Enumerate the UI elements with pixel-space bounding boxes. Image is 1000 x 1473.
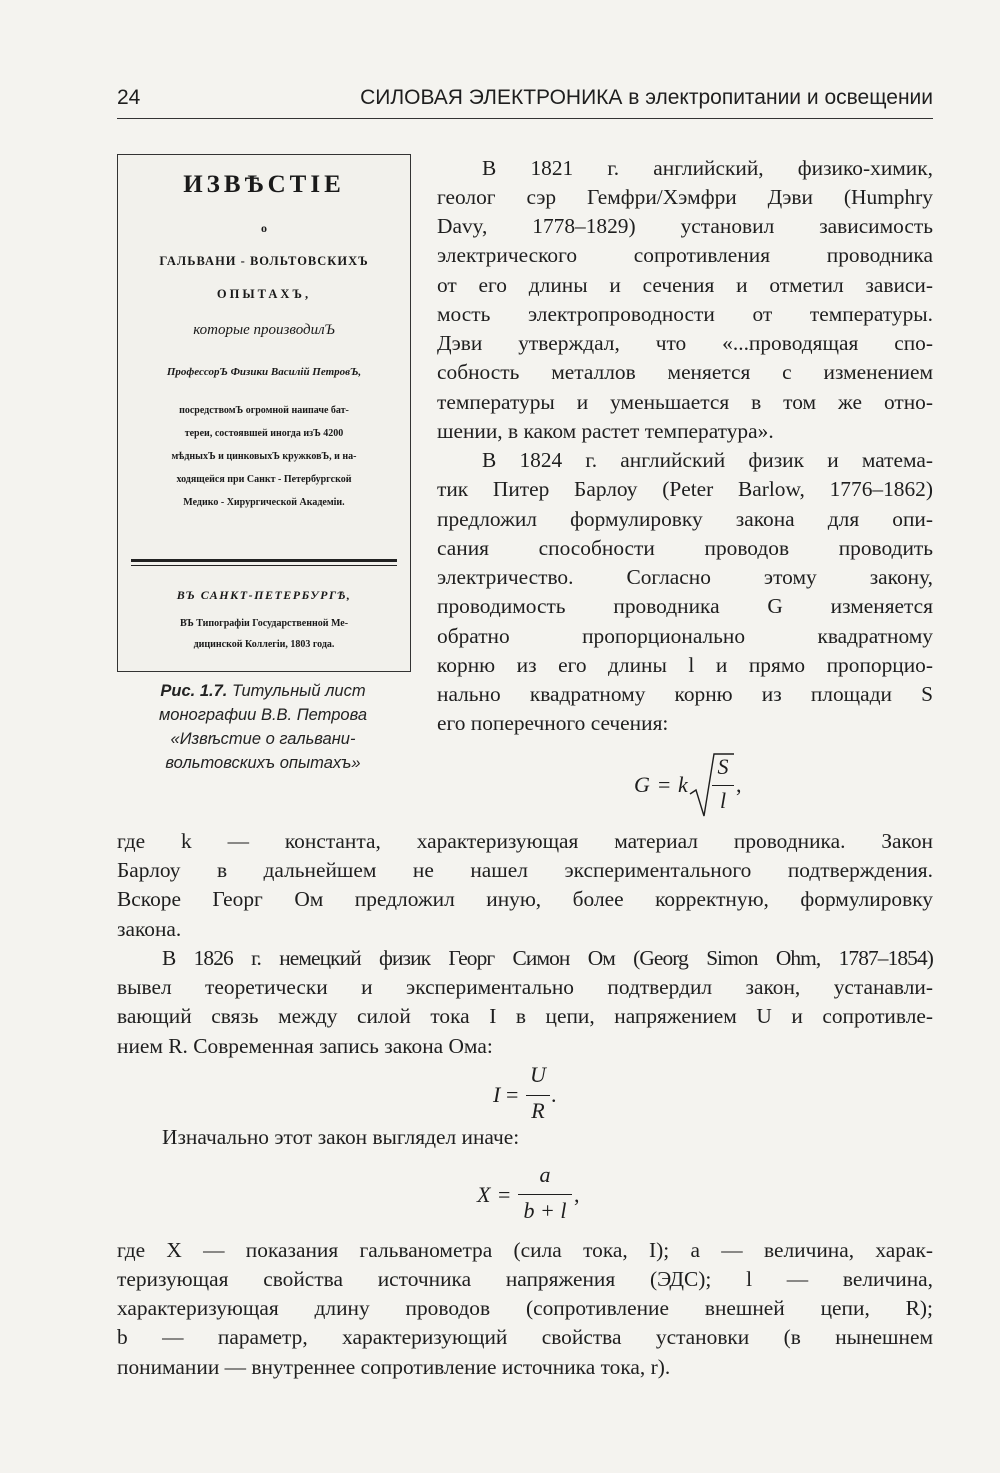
plate-kotorye: которые производилЪ [193, 322, 335, 338]
fraction-bar [518, 1194, 572, 1195]
formula-tail: , [736, 772, 742, 797]
formula-tail: , [574, 1182, 580, 1207]
plate-body-line: посредствомЪ огромной наипаче бат- [179, 405, 349, 416]
formula-den: b + l [523, 1198, 567, 1223]
text-line: закона. [117, 917, 182, 941]
page-header [117, 86, 933, 116]
formula-ohm [490, 1062, 570, 1130]
plate-body-line: тереи, состоявшей иногда изЪ 4200 [184, 428, 344, 439]
text-line: где k — константа, характеризующая материал проводника. Закон [117, 829, 933, 853]
plate-opytakh: ОПЫТАХЪ, [216, 287, 312, 301]
plate-city: ВЪ САНКТ-ПЕТЕРБУРГѢ, [176, 588, 352, 602]
plate-body-line: мѣдныхЪ и цинковыхЪ кружковЪ, и на- [171, 451, 357, 462]
text-line: нально квадратному корню из площади S [437, 682, 933, 706]
text-line: обратно пропорционально квадратному [437, 624, 933, 648]
plate-o: о [261, 221, 267, 235]
text-line: Изначально этот закон выглядел иначе: [162, 1125, 520, 1149]
text-line: температуры и уменьшается в том же отно- [437, 390, 933, 414]
title-page-illustration [117, 154, 411, 672]
text-line: В 1821 г. английский, физико-химик, [482, 156, 933, 180]
text-line: Дэви утверждал, что «...проводящая спо- [437, 331, 933, 355]
formula-num: U [530, 1062, 546, 1087]
formula-fraction [518, 1162, 572, 1232]
caption-label: Рис. 1.7. [160, 682, 228, 700]
text-line: Davy, 1778–1829) установил зависимость [437, 214, 933, 238]
formula-den: R [531, 1098, 545, 1123]
text-line: теризующая свойства источника напряжения (ЭДС); l — величина, [117, 1267, 933, 1291]
text-line: мость электропроводности от температуры. [437, 302, 933, 326]
header-divider [117, 118, 933, 119]
formula-barlow [628, 748, 758, 820]
caption-line: вольтовскихъ опытахъ» [165, 754, 361, 772]
text-line: его поперечного сечения: [437, 711, 669, 735]
caption-line: монографии В.В. Петрова [158, 706, 367, 724]
caption-line: «Извѣстие о гальвани- [170, 730, 356, 748]
text-line: вающий связь между силой тока I в цепи, напряжением U и сопротивле- [117, 1004, 933, 1028]
text-line: корню из его длины l и прямо пропорцио- [437, 653, 933, 677]
text-line: от его длины и сечения и отметил зависи- [437, 273, 933, 297]
plate-professor: ПрофессорЪ Физики Василiй ПетровЪ, [166, 366, 362, 378]
plate-title: ИЗВѢСТIЕ [183, 171, 345, 198]
text-line: В 1826 г. немецкий физик Георг Симон Ом (Georg Simon Ohm, 1787–1854) [162, 946, 933, 970]
text-line: b — параметр, характеризующий свойства установки (в нынешнем [117, 1325, 933, 1349]
formula-eq: = [506, 1082, 519, 1107]
page-number: 24 [117, 86, 141, 109]
text-line: Барлоу в дальнейшем не нашел экспериментального подтверждения. [117, 858, 933, 882]
text-line: проводимость проводника G изменяется [437, 594, 933, 618]
formula-original [474, 1162, 594, 1232]
text-line: геолог сэр Гемфри/Хэмфри Дэви (Humphry [437, 185, 933, 209]
text-line: Вскоре Георг Ом предложил иную, более корректную, формулировку [117, 887, 933, 911]
plate-body-line: ходящейся при Санкт - Петербургской [176, 474, 352, 485]
formula-lhs: G [634, 772, 650, 797]
text-line: предложил формулировку закона для опи- [437, 507, 933, 531]
text-line: нием R. Современная запись закона Ома: [117, 1034, 493, 1058]
formula-fraction [526, 1062, 550, 1130]
plate-thick-rule [131, 559, 397, 562]
text-line: собность металлов меняется с изменением [437, 360, 933, 384]
plate-galvani: ГАЛЬВАНИ - ВОЛЬТОВСКИХЪ [159, 254, 369, 268]
fraction-bar [526, 1095, 550, 1096]
text-line: В 1824 г. английский физик и матема- [482, 448, 933, 472]
figure-caption [117, 679, 409, 775]
formula-eq: = [658, 772, 671, 797]
formula-den: l [719, 788, 727, 813]
formula-num: a [539, 1162, 551, 1187]
plate-printer-line: дицинской Коллегiи, 1803 года. [193, 639, 335, 650]
text-line: шении, в каком растет температура». [437, 419, 774, 443]
plate-thin-rule [131, 565, 397, 566]
text-line: понимании — внутреннее сопротивление источника тока, r). [117, 1355, 671, 1379]
fraction-bar [712, 785, 734, 786]
text-line: тик Питер Барлоу (Peter Barlow, 1776–1862) [437, 477, 933, 501]
formula-tail: . [551, 1082, 557, 1107]
text-line: электричество. Согласно этому закону, [437, 565, 933, 589]
text-line: где X — показания гальванометра (сила тока, I); a — величина, харак- [117, 1238, 933, 1262]
formula-fraction [712, 748, 734, 820]
caption-line: Титульный лист [231, 682, 366, 700]
formula-lhs: X [477, 1182, 491, 1207]
text-line: электрического сопротивления проводника [437, 243, 933, 267]
formula-eq: = [498, 1182, 511, 1207]
text-line: вывел теоретически и экспериментально подтвердил закон, устанавли- [117, 975, 933, 999]
formula-num: S [717, 754, 729, 779]
text-line: сания способности проводов проводить [437, 536, 933, 560]
plate-printer-line: ВЪ Типографiи Государственной Ме- [179, 618, 349, 629]
formula-coef: k [678, 772, 688, 797]
formula-lhs: I [493, 1082, 501, 1107]
plate-body-line: Медико - Хирургической Академiи. [183, 497, 345, 508]
text-line: характеризующая длину проводов (сопротивление внешней цепи, R); [117, 1296, 933, 1320]
running-title: СИЛОВАЯ ЭЛЕКТРОНИКА в электропитании и освещении [360, 86, 933, 109]
